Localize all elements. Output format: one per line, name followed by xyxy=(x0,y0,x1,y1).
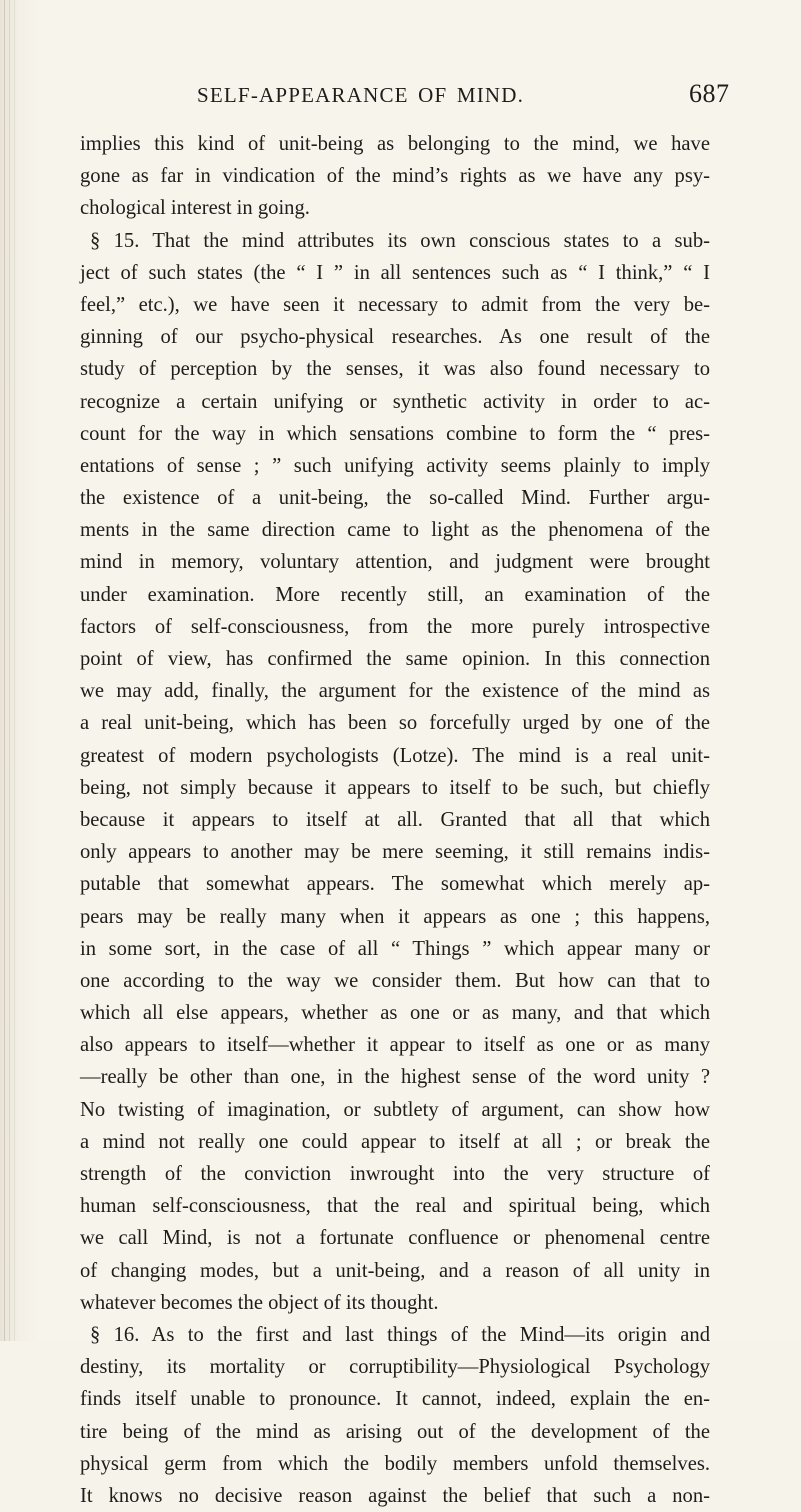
binding-edge xyxy=(14,0,15,1341)
body-text xyxy=(80,128,710,1512)
text-line: putable that somewhat appears. The somewhat which merely ap- xyxy=(80,873,710,896)
text-line: a real unit-being, which has been so forcefully urged by one of the xyxy=(80,712,710,735)
text-line: destiny, its mortality or corruptibility—Physiological Psychology xyxy=(80,1356,710,1379)
section-start-line: § 16. As to the first and last things of the Mind—its origin and xyxy=(90,1323,710,1346)
text-line: ject of such states (the “ I ” in all sentences such as “ I think,” “ I xyxy=(80,261,710,284)
text-line: tire being of the mind as arising out of the development of the xyxy=(80,1420,710,1443)
text-line: pears may be really many when it appears as one ; this happens, xyxy=(80,905,710,928)
text-line: implies this kind of unit-being as belonging to the mind, we have xyxy=(80,133,710,155)
text-line: feel,” etc.), we have seen it necessary to admit from the very be- xyxy=(80,293,710,316)
text-line: finds itself unable to pronounce. It cannot, indeed, explain the en- xyxy=(80,1388,710,1411)
text-line: study of perception by the senses, it was also found necessary to xyxy=(80,358,710,381)
text-line: physical germ from which the bodily members unfold themselves. xyxy=(80,1452,710,1475)
text-line: count for the way in which sensations combine to form the “ pres- xyxy=(80,422,710,445)
text-line: factors of self-consciousness, from the more purely introspective xyxy=(80,615,710,638)
text-line: one according to the way we consider them. But how can that to xyxy=(80,969,710,992)
binding-edge xyxy=(4,0,5,1341)
text-line: chological interest in going. xyxy=(80,197,310,220)
text-line: whatever becomes the object of its thought. xyxy=(80,1291,439,1314)
text-line: —really be other than one, in the highest sense of the word unity ? xyxy=(80,1066,710,1089)
text-line: also appears to itself—whether it appear to itself as one or as many xyxy=(80,1034,710,1057)
text-line: under examination. More recently still, an examination of the xyxy=(80,583,710,606)
running-head: SELF-APPEARANCE OF MIND. xyxy=(197,83,525,107)
text-line: we call Mind, is not a fortunate confluence or phenomenal centre xyxy=(80,1227,710,1250)
text-line: in some sort, in the case of all “ Things ” which appear many or xyxy=(80,937,710,960)
text-line: mind in memory, voluntary attention, and judgment were brought xyxy=(80,551,710,574)
text-line: No twisting of imagination, or subtlety of argument, can show how xyxy=(80,1098,710,1121)
text-line: gone as far in vindication of the mind’s rights as we have any psy- xyxy=(80,165,710,188)
page-number: 687 xyxy=(689,79,730,108)
text-line: human self-consciousness, that the real and spiritual being, which xyxy=(80,1195,710,1218)
text-line: being, not simply because it appears to itself to be such, but chiefly xyxy=(80,776,710,799)
section-start-line: § 15. That the mind attributes its own conscious states to a sub- xyxy=(90,229,710,252)
text-line: entations of sense ; ” such unifying activity seems plainly to imply xyxy=(80,454,710,477)
text-line: which all else appears, whether as one or as many, and that which xyxy=(80,1002,710,1025)
text-line: point of view, has confirmed the same opinion. In this connection xyxy=(80,648,710,670)
text-line: only appears to another may be mere seeming, it still remains indis- xyxy=(80,841,710,864)
text-line: It knows no decisive reason against the belief that such a non- xyxy=(80,1484,710,1507)
text-line: ginning of our psycho-physical researches. As one result of the xyxy=(80,326,710,349)
text-line: the existence of a unit-being, the so-called Mind. Further argu- xyxy=(80,487,710,510)
text-line: we may add, finally, the argument for the existence of the mind as xyxy=(80,680,710,703)
binding-edge xyxy=(9,0,10,1341)
text-line: of changing modes, but a unit-being, and a reason of all unity in xyxy=(80,1259,710,1282)
text-line: a mind not really one could appear to itself at all ; or break the xyxy=(80,1130,710,1153)
text-line: ments in the same direction came to light as the phenomena of the xyxy=(80,519,710,542)
text-line: recognize a certain unifying or synthetic activity in order to ac- xyxy=(80,390,710,413)
text-line: strength of the conviction inwrought into the very structure of xyxy=(80,1163,710,1185)
text-line: greatest of modern psychologists (Lotze). The mind is a real unit- xyxy=(80,744,710,767)
text-line: because it appears to itself at all. Granted that all that which xyxy=(80,808,710,831)
